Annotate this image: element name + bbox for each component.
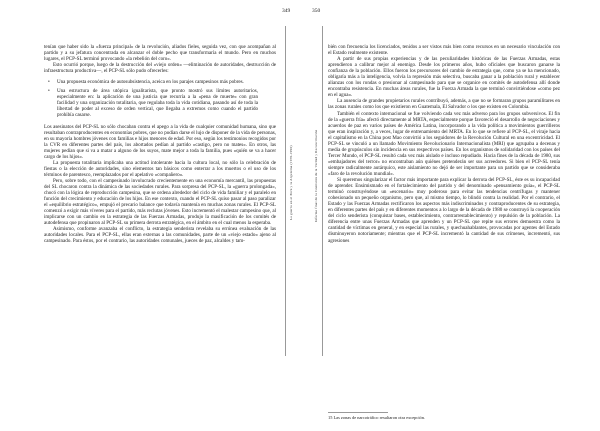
bullet-item: • Una estructura de área utópica igualitarista, que pronto mostró sus límites autoritarios, especialmente en: la aplicación de una justicia que recurría a la «pena de muerte» con gran facilidad y una organización totalitaria, que regulaba toda la vida cotidiana, pasando así de toda la libertad de poder al exceso de orden vertical, que llegaba a extremos como cuando el partido prohibía casarse. (44, 88, 276, 118)
bullet-list (44, 79, 276, 118)
footnote: 15 Las zonas de narcotráfico resultaron otra excepción. (328, 415, 426, 420)
right-body-text (328, 44, 560, 244)
paragraph: tenían que haber sido la «fuerza principal» de la revolución, aliados fieles, seguida vez, con que acompañan al partido y a su jefatura concentrada en alcanzar el doble pecho que transformaría el mundo. Pero en muchos lugares, el PCP-SL terminó provocando «la rebelión del coro». (44, 44, 276, 63)
paragraph: A partir de sus propias experiencias y de las peculiaridades históricas de las Fuerzas Armadas, estas aprendieron a calibrar mejor al enemigo. Desde los primeros años, hubo oficiales que buscaron ganarse la confianza de la población. Ellos fueron los precursores del cambio de estrategia que, como ya se ha mencionado, obligaría más a la inteligencia, volvía la represión más selectiva, buscaba ganar a la población rural y establecer alianzas con los rondas o presionar al campesinado para que se organice en comités de autodefensa allí donde encontraba resistencia. En muchas áreas rurales, fue la Fuerza Armada la que terminó convirtiéndose «como pez en el agua». (328, 56, 560, 99)
page-number-left: 349 (282, 8, 291, 14)
paragraph: También el contexto internacional se fue volviendo cada vez más adverso para los grupos subversivos. El fin de la «guerra fría» afectó directamente al MRTA, especialmente porque favoreció el desarrollo de negociaciones y acuerdos de paz en varios países de América Latina, incorporando a la vida política a movimientos guerrilleros que eran inspiración y, a veces, lugar de entrenamiento del MRTA. En lo que se refiere al PCP-SL, el viraje hacia el capitalismo en la China post Mao convirtió a los seguidores de la Revolución Cultural en una excentricidad. El PCP-SL se vinculó a un llamado Movimiento Revolucionario Internacionalista (MRI) que agrupaba a decenas y media de grupúsculos sin incidencia en sus respectivos países. En los organismos de solidaridad con los países del Tercer Mundo, el PCP-SL resultó cada vez más aislado e incluso repudiado. Hacia fines de la década de 1980, sus «embajadores del terror» no encontraban aún quiénes pretenderán ser sus acreedores. Si bien el PCP-SL tenía siempre radicalmente autárquico, este aislamiento no dejó de ser importante para un partido que se consideraba «faro de la revolución mundial». (328, 110, 560, 177)
paragraph: La ausencia de grandes propietarios rurales contribuyó, además, a que no se formaran grupos paramilitares en las zonas rurales como los que existieron en Guatemala, El Salvador o los que existen en Colombia. (328, 98, 560, 111)
left-body-text (44, 44, 276, 244)
running-head-rule-right (322, 26, 323, 356)
paragraph: La propuesta totalitaria implicaba una actitud intolerante hacia la cultura local, no sólo la celebración de fiestas o la elección de autoridades, sino elementos tan básicos como enterrar a los muertos o el uso de los términos de parentesco, reemplazados por el apelativo «compañero». (44, 159, 276, 178)
paragraph: Esto ocurrió porque, luego de la destrucción del «viejo orden» —eliminación de autoridades, destrucción de infraestructura productiva—, el PCP-SL sólo pudo ofrecerles: (44, 62, 276, 75)
running-head-right: Informe final de la Comisión de la Verdad y Reconciliación (314, 129, 318, 222)
right-page (302, 0, 600, 431)
page-number-right: 350 (312, 8, 321, 14)
running-head-left: La guerra en el Perú y la Argentina (1970-1990) (289, 145, 293, 220)
paragraph: Si queremos singularizar el factor más importante para explicar la derrota del PCP-SL, éste es su incapacidad de aprender. Ensimismado en el fortalecimiento del partido y del denominado «pensamiento guía», el PCP-SL terminó construyéndose un «escenario» muy poderoso para evitar las tendencias centrífugas y mantener cohesionado un pequeño organismo, pero que, al mismo tiempo, lo blindó contra la realidad. Por el contrario, el Estado y las Fuerzas Armadas rectificaron los aspectos más indiscriminados y contraproducentes de su estrategia, en diferentes partes del país y en diferentes momentos a lo largo de la década de 1980 se construyó la cooperación del ciclo senderista (conquistar bases, establecimiento, contrarrestablecimiento) y repulsión de la población. La diferencia entre unas Fuerzas Armadas que aprenden y un PCP-SL que repite sus errores demuestra como la cantidad de víctimas en general, y en especial las rurales, y quechuahablantes, provocadas por agentes del Estado disminuyeron notoriamente; mientras que el PCP-SL incrementó la cantidad de sus crímenes, incrementó, sus agresiones (328, 177, 560, 244)
footnote-rule (328, 412, 388, 413)
paragraph: Pero, sobre todo, con el campesinado involucrado crecientemente en una economía mercantil, las propuestas del SL chocaron contra la dinámica de las sociedades rurales. Para sorpresa del PCP-SL, la «guerra prolongada», chocó con la lógica de reproducción campesina, que se ordena alrededor del ciclo de vida familiar y el paralelo en función del crecimiento y educación de los hijos. En ese contexto, cuando el PCP-SL quiso pasar al paso paralizar el «equilibrio estratégico», empujó el precario balance que todavía mantenía en muchas zonas rurales. El PCP-SL comenzó a exigir más víveres para el partido, más reclutas jóvenes. Esto incrementó el malestar campesino que, al implicarse con un cambio en la estrategia de las Fuerzas Armadas, produjo la masificación de los comités de autodefensa que propinaron al PCP-SL su primera derrota estratégica, en el ámbito en el cual menos la esperaba. (44, 177, 276, 227)
paragraph: bién con frecuencia los licenciados, tenidos a ser vistos más bien como recursos en un necesario vinculación con el Estado realmente existente. (328, 44, 560, 57)
paragraph: Los asesinatos del PCP-SL no sólo chocaban contra el apego a la vida de cualquier comunidad humana, sino que resultaban contraproducentes en economías pobres, que no podían darse el lujo de disponer de la vida de personas, en su mayoría hombres jóvenes con familias e hijos menores de edad. Por eso, según los testimonios recogidos por la CVR en diferentes partes del país, los abortados pedían al partido «castigo, pero no mates». En otros, las mujeres pedían que si va a matar a alguno de los suyos, mate mejor a toda la familia, pues «quién se va a hacer cargo de los hijos». (44, 123, 276, 160)
running-head-rule-left (285, 26, 286, 356)
paragraph: Asimismo, conforme avanzaba el conflicto, la estrategia senderista revelaba su errónea evaluación de las autoridades locales. Para el PCP-SL, ellas eran externas a las comunidades, parte de un «viejo estado» ajeno al campesinado. Para éstos, por el contrario, las autoridades comunales, jueces de paz, alcaldes y tam- (44, 226, 276, 245)
bullet-item: • Una propuesta económica de autosubsistencia, aceica en los parajes campesinos más pobres. (44, 79, 276, 85)
left-page (0, 0, 298, 431)
